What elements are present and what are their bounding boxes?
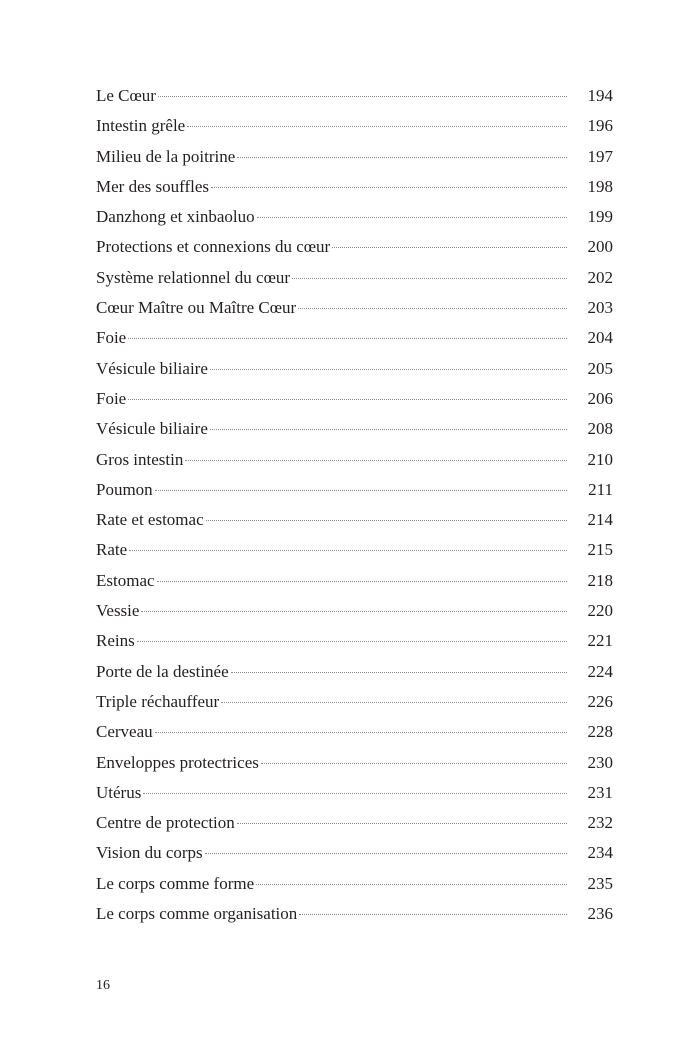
toc-entry-page: 205 — [587, 358, 613, 378]
toc-entry — [96, 111, 613, 141]
toc-entry — [96, 535, 613, 565]
toc-entry-page: 220 — [587, 601, 613, 621]
toc-entry — [96, 596, 613, 626]
toc-entry — [96, 566, 613, 596]
toc-entry-title: Protections et connexions du cœur — [96, 237, 331, 257]
toc-entry — [96, 475, 613, 505]
dot-leader — [256, 884, 567, 885]
dot-leader — [237, 157, 567, 158]
dot-leader — [210, 429, 567, 430]
dot-leader — [155, 732, 567, 733]
page-number: 16 — [96, 978, 110, 993]
toc-entry-title: Porte de la destinée — [96, 661, 229, 681]
dot-leader — [237, 823, 567, 824]
dot-leader — [257, 217, 567, 218]
toc-entry — [96, 81, 613, 111]
toc-entry-title: Le Cœur — [96, 86, 156, 105]
dot-leader — [261, 763, 567, 764]
toc-entry — [96, 384, 613, 414]
dot-leader — [158, 96, 567, 97]
toc-entry-title: Cerveau — [96, 722, 153, 742]
toc-entry — [96, 869, 613, 899]
toc-entry-page: 204 — [587, 328, 613, 348]
toc-entry-page: 210 — [587, 449, 613, 469]
dot-leader — [299, 914, 567, 915]
toc-entry-title: Estomac — [96, 570, 155, 590]
toc-entry-title: Le corps comme organisation — [96, 904, 298, 924]
toc-entry-page: 215 — [587, 540, 613, 560]
toc-entry-page: 224 — [587, 661, 613, 681]
toc-entry — [96, 142, 613, 172]
dot-leader — [141, 611, 567, 612]
toc-entry-page: 199 — [587, 207, 613, 227]
toc-entry-page: 202 — [587, 267, 613, 287]
toc-entry-title: Reins — [96, 631, 135, 651]
toc-entry — [96, 232, 613, 262]
toc-entry-page: 208 — [587, 419, 613, 439]
toc-entry — [96, 202, 613, 232]
toc-entry-title: Système relationnel du cœur — [96, 267, 291, 287]
dot-leader — [231, 672, 567, 673]
toc-entry — [96, 263, 613, 293]
toc-entry — [96, 414, 613, 444]
toc-entry-title: Foie — [96, 328, 127, 348]
toc-entry — [96, 748, 613, 778]
toc-entry-page: 236 — [587, 904, 613, 924]
toc-entry-title: Utérus — [96, 782, 142, 802]
toc-entry-title: Mer des souffles — [96, 176, 209, 196]
toc-entry — [96, 899, 613, 929]
toc-entry-title: Cœur Maître ou Maître Cœur — [96, 298, 297, 318]
toc-entry-title: Milieu de la poitrine — [96, 146, 236, 166]
toc-entry-title: Rate et estomac — [96, 510, 204, 530]
toc-entry-page: 197 — [587, 146, 613, 166]
toc-entry-page: 203 — [587, 298, 613, 318]
toc-entry — [96, 778, 613, 808]
toc-entry — [96, 505, 613, 535]
dot-leader — [221, 702, 567, 703]
toc-entry-page: 232 — [587, 813, 613, 833]
table-of-contents — [96, 81, 613, 929]
toc-entry-page: 226 — [587, 691, 613, 711]
dot-leader — [298, 308, 567, 309]
toc-entry — [96, 687, 613, 717]
dot-leader — [157, 581, 567, 582]
toc-entry-title: Gros intestin — [96, 449, 184, 469]
dot-leader — [292, 278, 567, 279]
toc-entry-page: 228 — [587, 722, 613, 742]
toc-entry-title: Le corps comme forme — [96, 873, 255, 893]
dot-leader — [143, 793, 567, 794]
dot-leader — [185, 460, 567, 461]
dot-leader — [155, 490, 567, 491]
toc-entry-page: 198 — [587, 176, 613, 196]
dot-leader — [187, 126, 567, 127]
toc-entry-title: Vésicule biliaire — [96, 358, 208, 378]
dot-leader — [205, 853, 567, 854]
toc-entry — [96, 323, 613, 353]
toc-entry-page: 211 — [588, 479, 613, 499]
dot-leader — [210, 369, 567, 370]
toc-entry-title: Vésicule biliaire — [96, 419, 208, 439]
dot-leader — [128, 338, 567, 339]
dot-leader — [128, 399, 567, 400]
toc-entry-title: Triple réchauffeur — [96, 691, 220, 711]
toc-entry-title: Foie — [96, 388, 127, 408]
dot-leader — [137, 641, 567, 642]
toc-entry-page: 231 — [587, 782, 613, 802]
toc-entry — [96, 838, 613, 868]
dot-leader — [129, 550, 567, 551]
toc-entry-page: 196 — [587, 116, 613, 136]
toc-entry — [96, 808, 613, 838]
toc-entry-page: 206 — [587, 388, 613, 408]
toc-entry — [96, 445, 613, 475]
toc-entry-title: Intestin grêle — [96, 116, 186, 136]
toc-entry-title: Enveloppes protectrices — [96, 752, 259, 772]
toc-entry-title: Centre de protection — [96, 813, 235, 833]
toc-entry — [96, 172, 613, 202]
toc-entry-title: Poumon — [96, 479, 153, 499]
toc-entry — [96, 717, 613, 747]
toc-entry-page: 230 — [587, 752, 613, 772]
toc-entry — [96, 657, 613, 687]
toc-entry-page: 218 — [587, 570, 613, 590]
toc-entry-title: Vision du corps — [96, 843, 203, 863]
toc-entry-title: Rate — [96, 540, 128, 560]
dot-leader — [206, 520, 567, 521]
toc-entry-page: 194 — [587, 86, 613, 105]
toc-entry-page: 214 — [587, 510, 613, 530]
toc-entry-page: 221 — [587, 631, 613, 651]
toc-entry-page: 200 — [587, 237, 613, 257]
dot-leader — [211, 187, 567, 188]
toc-entry-title: Vessie — [96, 601, 140, 621]
toc-entry-page: 235 — [587, 873, 613, 893]
toc-entry-page: 234 — [587, 843, 613, 863]
dot-leader — [332, 247, 567, 248]
toc-entry — [96, 293, 613, 323]
toc-entry-title: Danzhong et xinbaoluo — [96, 207, 255, 227]
toc-entry — [96, 354, 613, 384]
toc-entry — [96, 626, 613, 656]
